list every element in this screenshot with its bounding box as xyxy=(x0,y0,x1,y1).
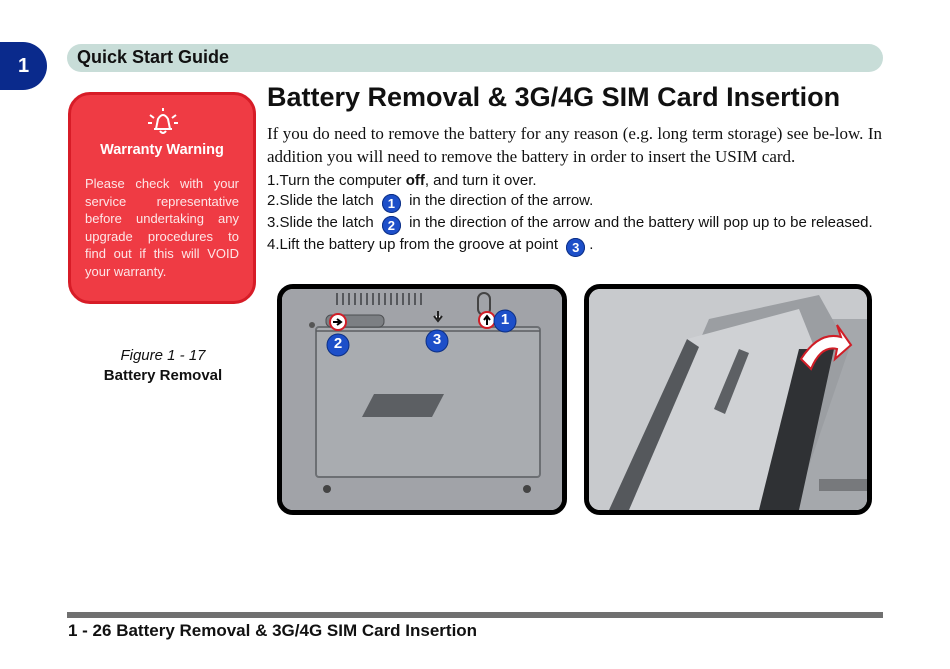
step-3-suffix: in the direction of the arrow and the battery will pop up to be released. xyxy=(404,213,873,231)
intro-paragraph: If you do need to remove the battery for any reason (e.g. long term storage) see be-low. In addition you will need to remove the battery in order to insert the USIM card. xyxy=(267,124,882,166)
step-4-text: 4.Lift the battery up from the groove at point xyxy=(267,235,563,253)
step-4-badge: 3 xyxy=(566,238,585,257)
callout-badges xyxy=(327,310,516,356)
step-1-text: 1.Turn the computer xyxy=(267,172,406,189)
step-1-bold: off xyxy=(405,172,425,189)
warning-title: Warranty Warning xyxy=(100,142,224,158)
step-1 xyxy=(267,171,882,191)
step-2 xyxy=(267,191,882,213)
callout-1: 1 xyxy=(500,311,510,328)
footer-page-label: 1 - 26 Battery Removal & 3G/4G SIM Card Insertion xyxy=(68,621,478,640)
battery-bottom-photo xyxy=(277,284,567,515)
warranty-warning-box xyxy=(68,92,256,304)
chapter-tab: 1 xyxy=(0,42,47,90)
footer-rule xyxy=(67,612,883,618)
steps-list xyxy=(267,171,882,257)
bell-warning-icon xyxy=(145,107,181,135)
header-bar xyxy=(67,44,883,72)
warning-text: Please check with your service representative before undertaking any upgrade procedures to find out if this will VOID your warranty. xyxy=(85,176,239,279)
step-3-text: 3.Slide the latch xyxy=(267,213,378,231)
step-1-suffix: , and turn it over. xyxy=(424,172,537,189)
battery-lift-photo xyxy=(584,284,872,515)
step-2-suffix: in the direction of the arrow. xyxy=(404,191,594,209)
figure-number: Figure 1 - 17 xyxy=(120,347,206,364)
step-4-suffix: . xyxy=(589,235,594,253)
callout-3: 3 xyxy=(432,331,442,348)
step-4 xyxy=(267,235,882,257)
header-title: Quick Start Guide xyxy=(77,47,230,67)
callout-2: 2 xyxy=(333,335,343,352)
figure-caption: Battery Removal xyxy=(103,367,223,384)
step-3 xyxy=(267,213,882,235)
step-3-badge: 2 xyxy=(382,216,401,235)
page-title: Battery Removal & 3G/4G SIM Card Insertion xyxy=(267,82,841,112)
step-2-text: 2.Slide the latch xyxy=(267,191,378,209)
step-2-badge: 1 xyxy=(382,194,401,213)
